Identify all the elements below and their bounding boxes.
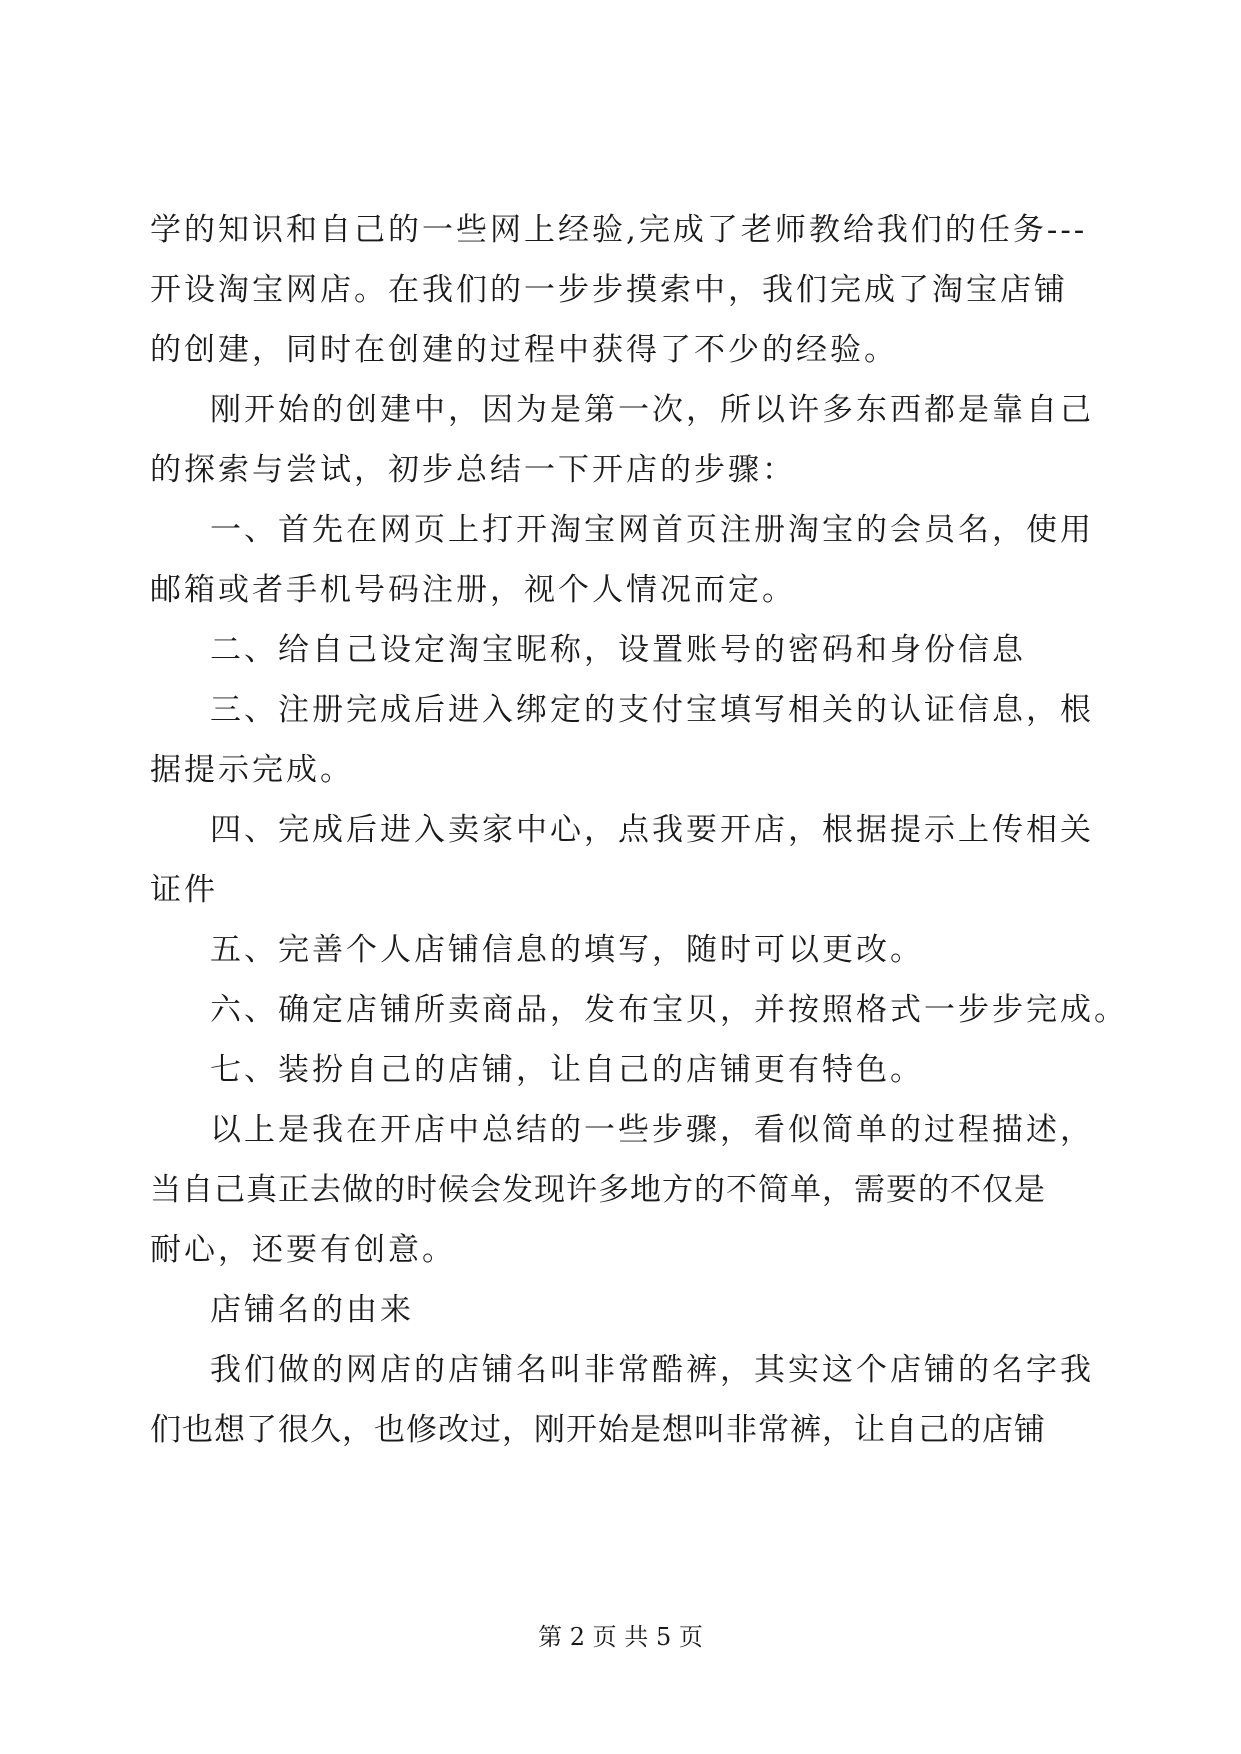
text-line: 邮箱或者手机号码注册，视个人情况而定。 [150,572,796,608]
text-line: 证件 [150,872,218,908]
text-line: 当自己真正去做的时候会发现许多地方的不简单，需要的不仅是 [150,1172,1046,1208]
text-line: 的探索与尝试，初步总结一下开店的步骤： [150,452,796,488]
text-line: 耐心，还要有创意。 [150,1232,456,1268]
text-line: 以上是我在开店中总结的一些步骤，看似简单的过程描述， [210,1112,1094,1148]
text-line: 二、给自己设定淘宝昵称，设置账号的密码和身份信息 [210,632,1026,668]
text-line: 据提示完成。 [150,752,354,788]
text-line: 五、完善个人店铺信息的填写，随时可以更改。 [210,932,924,968]
page-footer: 第 2 页 共 5 页 [538,1623,703,1651]
text-line: 我们做的网店的店铺名叫非常酷裤，其实这个店铺的名字我 [210,1352,1094,1388]
text-line: 一、首先在网页上打开淘宝网首页注册淘宝的会员名，使用 [210,512,1094,548]
text-line: 刚开始的创建中，因为是第一次，所以许多东西都是靠自己 [210,392,1094,428]
section-heading: 店铺名的由来 [210,1292,414,1328]
text-line: 们也想了很久，也修改过，刚开始是想叫非常裤，让自己的店铺 [150,1412,1046,1448]
text-line: 开设淘宝网店。在我们的一步步摸索中，我们完成了淘宝店铺 [150,272,1068,308]
text-line: 学的知识和自己的一些网上经验,完成了老师教给我们的任务--- [150,212,1088,248]
text-line: 的创建，同时在创建的过程中获得了不少的经验。 [150,332,898,368]
text-line: 三、注册完成后进入绑定的支付宝填写相关的认证信息，根 [210,692,1094,728]
text-line: 四、完成后进入卖家中心，点我要开店，根据提示上传相关 [210,812,1094,848]
text-line: 七、装扮自己的店铺，让自己的店铺更有特色。 [210,1052,924,1088]
text-line: 六、确定店铺所卖商品，发布宝贝，并按照格式一步步完成。 [210,992,1128,1028]
